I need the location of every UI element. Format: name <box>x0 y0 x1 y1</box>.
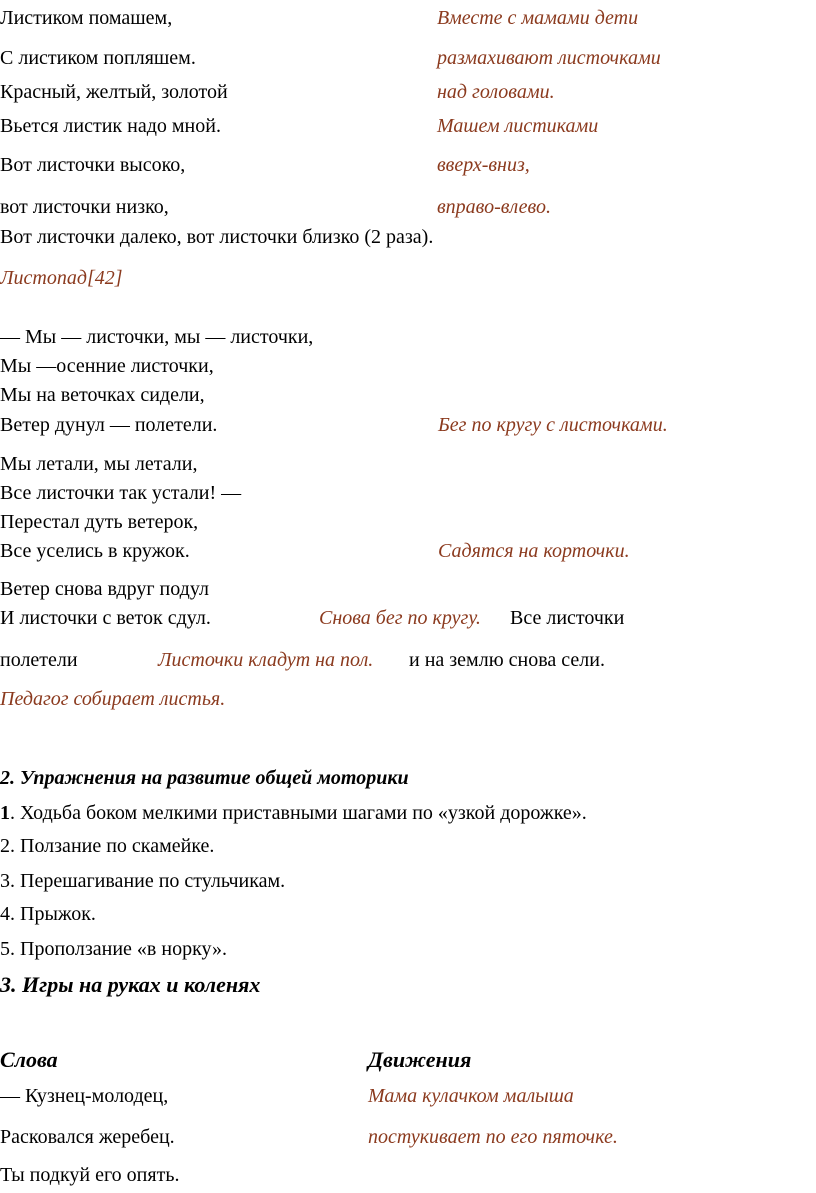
poem1-direction-1: Вместе с мамами дети <box>437 7 639 29</box>
poem1-direction-5: вверх-вниз, <box>437 154 530 176</box>
poem2-line-11a: полетели <box>0 649 78 671</box>
poem1-direction-4: Машем листиками <box>437 115 599 137</box>
poem1-direction-6: вправо-влево. <box>437 196 551 218</box>
section3-line-1: — Кузнец-молодец, <box>0 1085 169 1107</box>
poem1-line-2: С листиком попляшем. <box>0 47 196 69</box>
poem1-line-4: Вьется листик надо мной. <box>0 115 221 137</box>
poem2-direction-4: Листочки кладут на пол. <box>158 649 374 671</box>
poem2-line-11b: и на землю снова сели. <box>409 649 605 671</box>
poem1-line-1: Листиком помашем, <box>0 7 173 29</box>
poem2-line-10a: И листочки с веток сдул. <box>0 607 211 629</box>
poem2-direction-5: Педагог собирает листья. <box>0 688 226 710</box>
section3-direction-2: постукивает по его пяточке. <box>368 1126 618 1148</box>
poem2-line-9: Ветер снова вдруг подул <box>0 578 209 600</box>
poem2-line-6: Все листочки так устали! — <box>0 482 242 504</box>
section3-column-moves: Движения <box>368 1047 472 1072</box>
section2-item-1-text: . Ходьба боком мелкими приставными шагами по «узкой дорожке». <box>10 802 587 824</box>
section2-item-2: 2. Ползание по скамейке. <box>0 835 215 857</box>
section3-direction-1: Мама кулачком малыша <box>368 1085 574 1107</box>
section3-heading: 3. Игры на руках и коленях <box>0 972 261 997</box>
poem1-direction-2: размахивают листочками <box>437 47 661 69</box>
poem2-title: Листопад[42] <box>0 267 123 289</box>
section2-item-1 <box>0 801 587 825</box>
section3-line-3: Ты подкуй его опять. <box>0 1164 180 1186</box>
section2-item-4: 4. Прыжок. <box>0 903 96 925</box>
poem2-line-8: Все уселись в кружок. <box>0 540 190 562</box>
section3-line-2: Расковался жеребец. <box>0 1126 175 1148</box>
poem2-direction-1: Бег по кругу с листочками. <box>438 414 668 436</box>
poem1-line-6: вот листочки низко, <box>0 196 169 218</box>
poem2-direction-3: Снова бег по кругу. <box>319 607 481 629</box>
poem2-line-1: — Мы — листочки, мы — листочки, <box>0 326 314 348</box>
section2-item-1-number: 1 <box>0 802 10 824</box>
poem2-direction-2: Садятся на корточки. <box>438 540 630 562</box>
poem1-line-5: Вот листочки высоко, <box>0 154 186 176</box>
poem2-line-7: Перестал дуть ветерок, <box>0 511 199 533</box>
poem2-line-2: Мы —осенние листочки, <box>0 355 214 377</box>
section2-item-3: 3. Перешагивание по стульчикам. <box>0 870 286 892</box>
poem2-line-10b: Все листочки <box>510 607 625 629</box>
poem2-line-3: Мы на веточках сидели, <box>0 384 205 406</box>
section2-item-5: 5. Проползание «в норку». <box>0 938 228 960</box>
poem2-line-5: Мы летали, мы летали, <box>0 453 198 475</box>
poem1-line-3: Красный, желтый, золотой <box>0 81 228 103</box>
section2-heading: 2. Упражнения на развитие общей моторики <box>0 767 409 789</box>
poem1-direction-3: над головами. <box>437 81 555 103</box>
poem2-line-4: Ветер дунул — полетели. <box>0 414 218 436</box>
poem1-line-7: Вот листочки далеко, вот листочки близко (2 раза). <box>0 226 434 248</box>
section3-column-words: Слова <box>0 1047 58 1072</box>
